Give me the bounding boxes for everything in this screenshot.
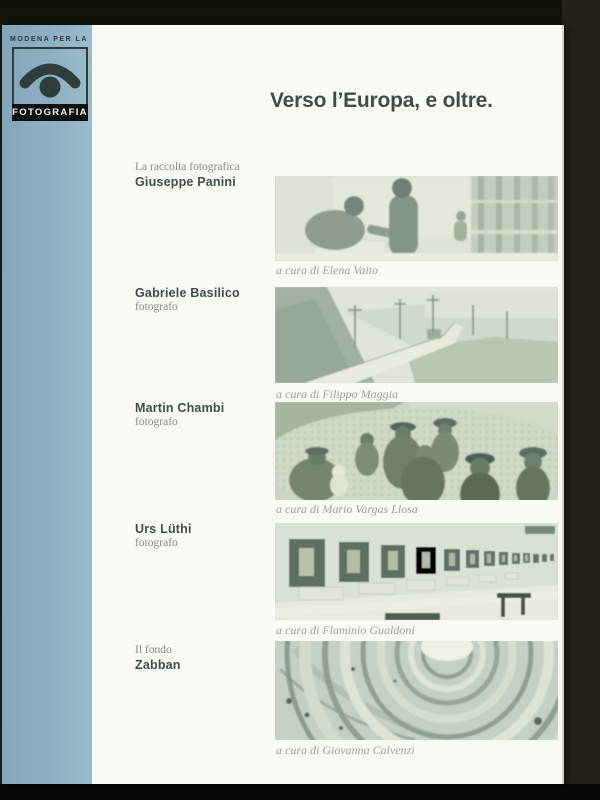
section-1-name: Giuseppe Panini (135, 175, 236, 189)
section-2-name: Gabriele Basilico (135, 286, 240, 300)
section-1-label: La raccolta fotografica (135, 161, 240, 173)
section-5-caption: a cura di Giovanna Calvenzi (276, 743, 415, 757)
background-bottom (0, 784, 600, 800)
book-cover (2, 25, 564, 784)
eye-icon (17, 51, 83, 99)
section-2-label: fotografo (135, 301, 178, 313)
section-4-caption: a cura di Flaminio Gualdoni (276, 623, 415, 637)
section-1-caption: a cura di Elena Vaito (276, 263, 378, 277)
section-5-name: Zabban (135, 658, 181, 672)
background-right (562, 0, 600, 800)
photo-giuseppe-panini (275, 176, 558, 261)
cover-title: Verso l’Europa, e oltre. (270, 89, 493, 112)
section-5-label: Il fondo (135, 644, 172, 656)
blue-spine-band (2, 25, 92, 784)
section-3-name: Martin Chambi (135, 401, 225, 415)
section-3-caption: a cura di Mario Vargas Llosa (276, 502, 418, 516)
logo-text-bottom: FOTOGRAFIA (12, 104, 88, 121)
logo-text-top: MODENA PER LA (10, 36, 88, 43)
logo-box (12, 47, 88, 121)
section-3-label: fotografo (135, 416, 178, 428)
photo-gabriele-basilico (275, 287, 558, 383)
photo-martin-chambi (275, 402, 558, 500)
section-4-label: fotografo (135, 537, 178, 549)
section-4-name: Urs Lüthi (135, 522, 192, 536)
photo-fondo-zabban (275, 641, 558, 740)
cover-page (92, 25, 562, 784)
section-2-caption: a cura di Filippo Maggia (276, 387, 398, 401)
photo-urs-luthi (275, 523, 558, 620)
